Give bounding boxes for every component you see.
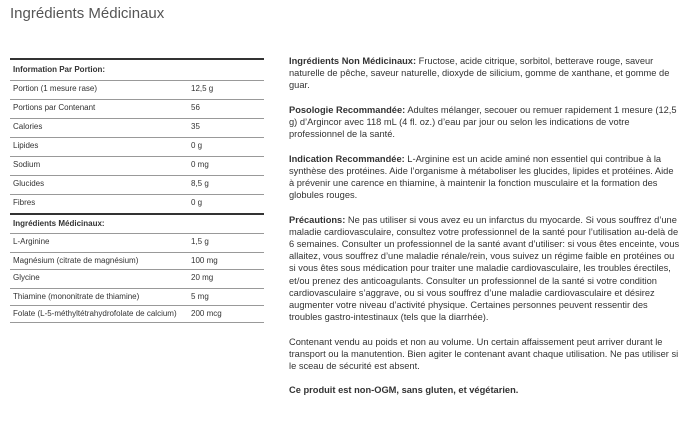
ingredient-label: Folate (L-5-méthyltétrahydrofolate de calcium) [10,306,188,323]
table-row [10,81,264,100]
supplement-facts-table [10,58,264,323]
table-row [10,195,264,215]
non-medicinal-paragraph [289,55,681,92]
row-label: Portions par Contenant [10,100,188,119]
dosage-paragraph [289,104,681,141]
row-label: Portion (1 mesure rase) [10,81,188,100]
precautions-heading: Précautions: [289,214,346,225]
row-label: Lipides [10,138,188,157]
table-row [10,234,264,253]
ingredient-value: 5 mg [188,289,264,306]
ingredient-value: 1,5 g [188,234,264,253]
row-value: 0 g [188,195,264,215]
ingredient-label: Thiamine (mononitrate de thiamine) [10,289,188,306]
row-value: 0 mg [188,157,264,176]
claim-paragraph [289,384,681,396]
table-end-rule [10,323,264,324]
notice-paragraph: Contenant vendu au poids et non au volume. Un certain affaissement peut arriver durant le transport ou la manutention. Bien agiter le contenant avant chaque utilisation. Ne pas utiliser si le sceau de sécurité est absent. [289,336,679,372]
table-row [10,157,264,176]
facts-header: Information Par Portion: [13,65,105,74]
table-row [10,100,264,119]
indication-heading: Indication Recommandée: [289,153,405,164]
row-value: 8,5 g [188,176,264,195]
table-row [10,176,264,195]
row-value: 35 [188,119,264,138]
table-row [10,138,264,157]
row-label: Fibres [10,195,188,215]
table-row [10,289,264,306]
non-medicinal-heading: Ingrédients Non Médicinaux: [289,56,417,66]
page-title: Ingrédients Médicinaux [10,5,165,22]
ingredient-value: 200 mcg [188,306,264,323]
ingredients-header: Ingrédients Médicinaux: [10,214,264,234]
precautions-text: Ne pas utiliser si vous avez eu un infarctus du myocarde. Si vous souffrez d’une maladie cardiovasculaire, consultez votre professionnel de la santé pour l’utilisation au-delà de 6 semaines. Consulter un professionnel de la santé avant d’utiliser: si vous êtes enceinte, vous allaitez, vous souffrez d’une maladie rénale/rein, vous suivez un régime faible en protéines ou si vous êtes sous médication pour traiter une maladie cardiovasculaire, les troubles érectiles, et/ou prenez des anticoagulants. Consulter un professionnel de la santé si votre condition cardiovasculaire s’aggrave, ou si vous souffrez d’une maladie cardiovasculaire et désirez augmenter votre niveau d’activité physique. Certaines personnes peuvent ressentir des troubles gastro-intestinaux (tels que la diarrhée). [289,214,680,323]
table-row [10,306,264,323]
ingredient-value: 100 mg [188,253,264,270]
dosage-text: Adultes mélanger, secouer ou remuer rapidement 1 mesure (12,5 g) d’Argincor avec 118 mL (4 fl. oz.) d’eau par jour ou selon les indications de votre professionnel de la santé. [289,104,677,140]
precautions-paragraph [289,214,681,324]
ingredient-label: Magnésium (citrate de magnésium) [10,253,188,270]
non-medicinal-text: Fructose, acide citrique, sorbitol, betterave rouge, saveur naturelle de pêche, saveur naturelle, dioxyde de silicium, gomme de xanthane, et gomme de guar. [289,56,670,91]
indication-text: L-Arginine est un acide aminé non essentiel qui contribue à la synthèse des protéines. Aide l’organisme à métaboliser les glucides, lipides et protéines. Aide à prévenir une carence en thiamine, à maintenir la fonction musculaire et la formation des globules rouges. [289,153,674,201]
table-row [10,119,264,138]
row-value: 0 g [188,138,264,157]
ingredients-header-row [10,214,264,234]
claim-text: Ce produit est non-OGM, sans gluten, et végétarien. [289,385,519,396]
product-details [289,55,681,409]
row-value: 56 [188,100,264,119]
table-row [10,270,264,289]
row-label: Sodium [10,157,188,176]
row-value: 12,5 g [188,81,264,100]
table-row [10,253,264,270]
ingredient-label: L-Arginine [10,234,188,253]
ingredient-label: Glycine [10,270,188,289]
ingredient-value: 20 mg [188,270,264,289]
indication-paragraph [289,153,681,202]
row-label: Glucides [10,176,188,195]
row-label: Calories [10,119,188,138]
dosage-heading: Posologie Recommandée: [289,104,406,115]
facts-header-row [10,59,264,81]
